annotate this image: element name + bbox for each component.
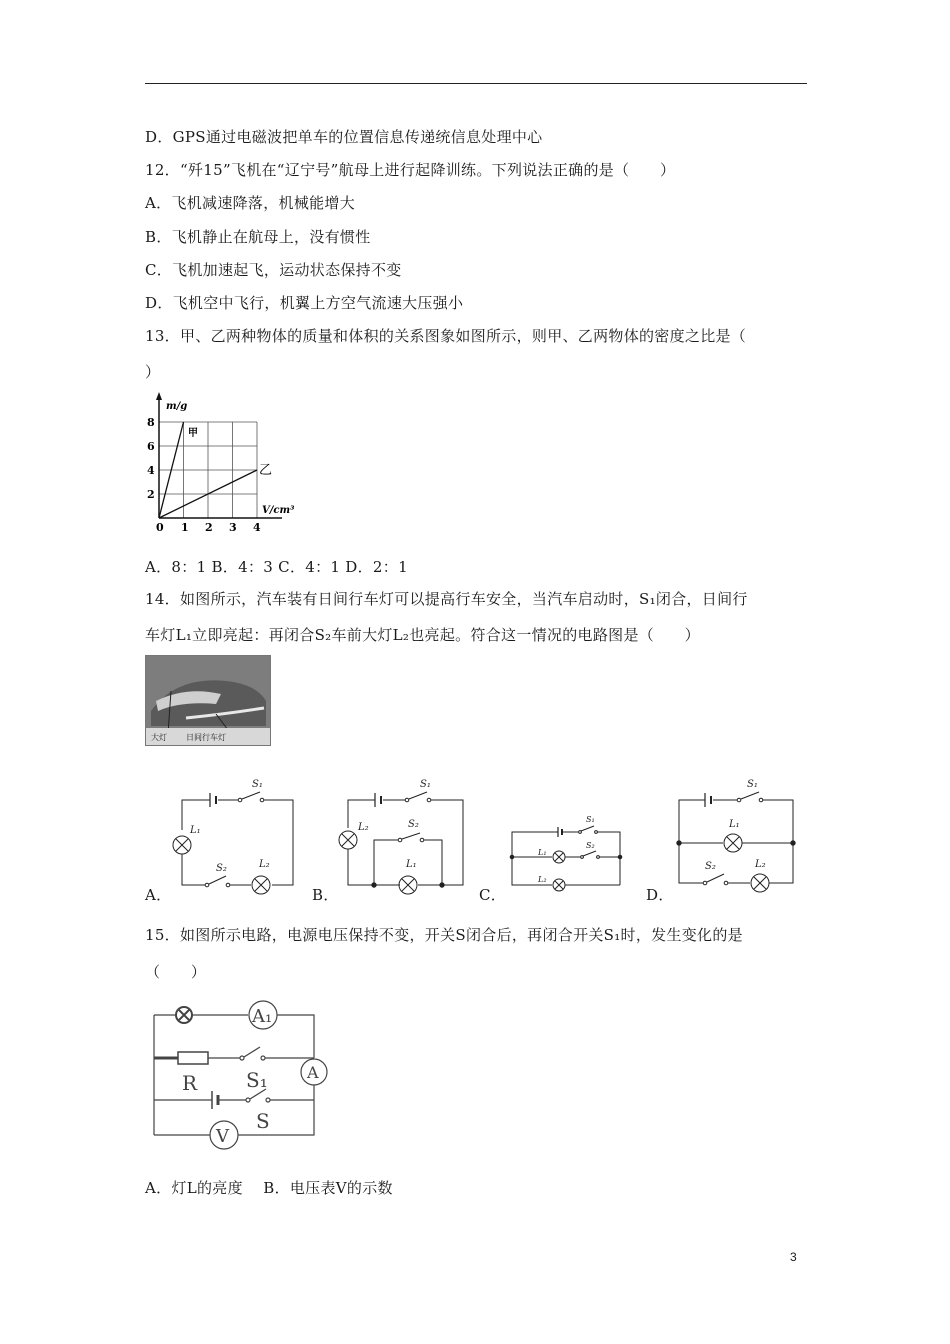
y-tick-6: 6 (147, 440, 155, 453)
x-tick-4: 4 (253, 521, 261, 534)
y-tick-2: 2 (147, 488, 155, 501)
series-yi-label: 乙 (259, 463, 273, 478)
b-label-l1: L₁ (406, 859, 417, 870)
b-label-l2: L₂ (358, 822, 369, 833)
q13-options: A．8：1 B．4：3 C．4：1 D．2：1 (145, 558, 408, 576)
a-label-l2: L₂ (259, 859, 270, 870)
car-headlight-photo (145, 655, 271, 746)
switch-s1-label: S₁ (246, 1068, 268, 1092)
circuit-b-label: B． (312, 886, 339, 904)
y-tick-4: 4 (147, 464, 155, 477)
q14-stem-line2: 车灯L₁立即亮起：再闭合S₂车前大灯L₂也亮起。符合这一情况的电路图是（ ） (145, 626, 700, 644)
x-tick-2: 2 (205, 521, 213, 534)
circuit-b (330, 775, 470, 895)
x-tick-0: 0 (156, 521, 164, 534)
meter-v-label: V (216, 1126, 229, 1147)
a-label-s1: S₁ (252, 779, 263, 790)
resistor-label: R (182, 1071, 198, 1095)
x-axis-label: V/cm³ (262, 505, 295, 516)
x-tick-1: 1 (181, 521, 189, 534)
q12-option-c: C．飞机加速起飞，运动状态保持不变 (145, 261, 402, 279)
caption-headlight: 大灯 (151, 733, 167, 742)
q12-stem: 12．“歼15”飞机在“辽宁号”航母上进行起降训练。下列说法正确的是（ ） (145, 161, 676, 179)
y-tick-8: 8 (147, 416, 155, 429)
circuit-a-label: A． (145, 886, 172, 904)
c-label-l2: L₂ (538, 875, 547, 884)
circuit-c (500, 810, 630, 895)
c-label-s1: S₁ (586, 815, 595, 824)
q15-circuit (148, 995, 338, 1150)
page-number: 3 (790, 1250, 797, 1264)
meter-a1-label: A₁ (252, 1006, 273, 1027)
d-label-s1: S₁ (747, 779, 758, 790)
d-label-s2: S₂ (705, 861, 716, 872)
series-jia-label: 甲 (188, 428, 198, 439)
circuit-d-label: D． (646, 886, 674, 904)
circuit-c-label: C． (479, 886, 507, 904)
x-tick-3: 3 (229, 521, 237, 534)
caption-daytime-light: 日间行车灯 (186, 733, 226, 742)
q13-chart (140, 390, 310, 540)
b-label-s1: S₁ (420, 779, 431, 790)
q12-option-b: B．飞机静止在航母上，没有惯性 (145, 228, 371, 246)
circuit-a (160, 775, 300, 895)
q15-stem-line2: （ ） (145, 963, 207, 981)
q12-option-a: A．飞机减速降落，机械能增大 (145, 194, 356, 212)
q15-stem-line1: 15．如图所示电路，电源电压保持不变，开关S闭合后，再闭合开关S₁时，发生变化的是 (145, 926, 743, 944)
header-rule (145, 83, 807, 84)
q12-option-d: D．飞机空中飞行，机翼上方空气流速大压强小 (145, 294, 464, 312)
a-label-s2: S₂ (216, 863, 227, 874)
y-axis-label: m/g (166, 401, 188, 412)
meter-a-label: A (307, 1063, 319, 1082)
y-axis-arrow (156, 392, 162, 400)
q15-options: A．灯L的亮度 B．电压表V的示数 (145, 1179, 393, 1197)
q13-stem-line1: 13．甲、乙两种物体的质量和体积的关系图象如图所示，则甲、乙两物体的密度之比是（ (145, 327, 747, 345)
circuit-d (665, 775, 805, 895)
c-label-l1: L₁ (538, 848, 547, 857)
q13-stem-line2: ） (145, 363, 161, 381)
q11-option-d: D．GPS通过电磁波把单车的位置信息传递统信息处理中心 (145, 128, 543, 146)
d-label-l2: L₂ (755, 859, 766, 870)
a-label-l1: L₁ (190, 825, 201, 836)
b-label-s2: S₂ (408, 819, 419, 830)
q14-stem-line1: 14．如图所示，汽车装有日间行车灯可以提高行车安全，当汽车启动时，S₁闭合，日间行 (145, 590, 748, 608)
switch-s-label: S (256, 1109, 270, 1133)
d-label-l1: L₁ (729, 819, 740, 830)
c-label-s2: S₂ (586, 841, 595, 850)
